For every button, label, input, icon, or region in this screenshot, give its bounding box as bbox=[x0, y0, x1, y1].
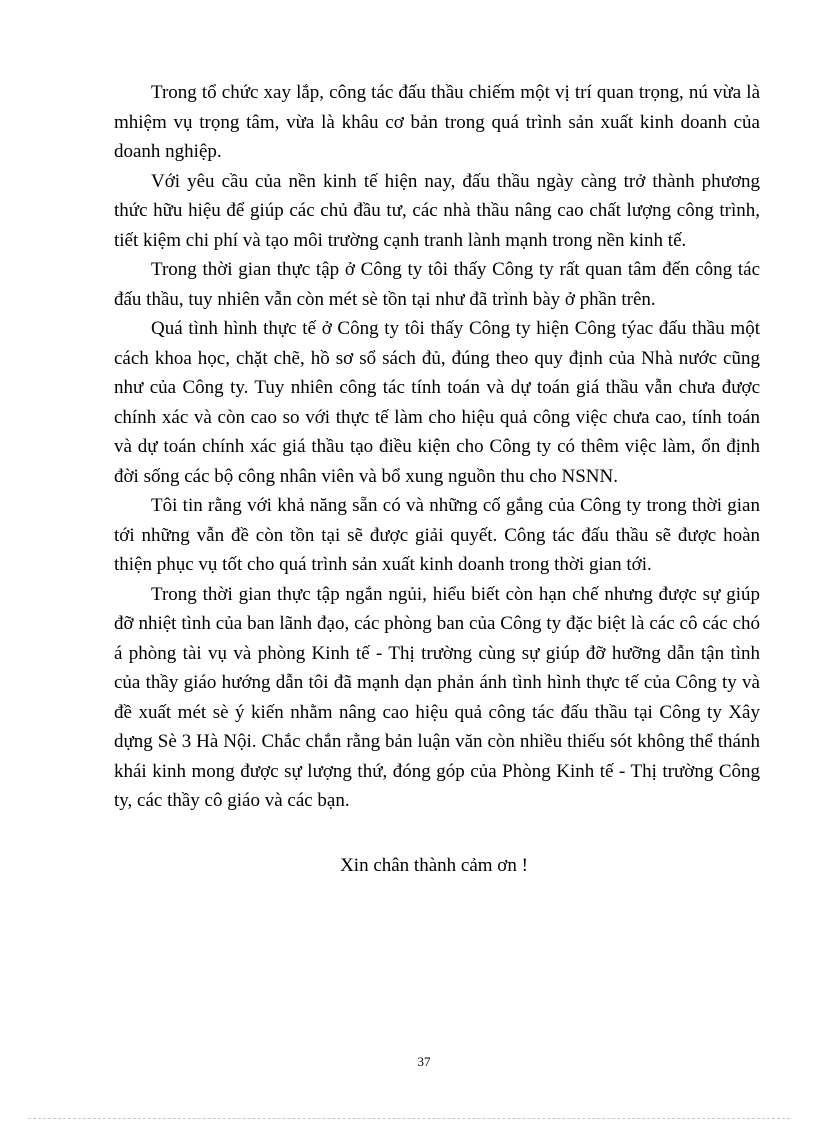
page-bottom-divider bbox=[28, 1118, 790, 1119]
paragraph: Trong tổ chức xay lắp, công tác đấu thầu chiếm một vị trí quan trọng, nú vừa là mhiệm vụ trọng tâm, vừa là khâu cơ bản trong quá trình sản xuất kinh doanh của doanh nghiệp. bbox=[114, 82, 760, 162]
page-number: 37 bbox=[417, 1054, 431, 1069]
paragraph: Trong thời gian thực tập ngắn ngủi, hiểu biết còn hạn chế nhưng được sự giúp đỡ nhiệt tình của ban lãnh đạo, các phòng ban của Công ty đặc biệt là các cô các chó á phòng tài vụ và phòng Kinh tế - Thị trường cùng sự giúp đỡ hưỡng dẫn tận tình của thầy giáo hướng dẫn tôi đã mạnh dạn phản ánh tình hình thực tế của Công ty và đề xuất mét sè ý kiến nhằm nâng cao hiệu quả công tác đấu thầu tại Công ty Xây dựng Sè 3 Hà Nội. Chắc chắn rằng bản luận văn còn nhiều thiếu sót không thể thánh khái kinh mong được sự lượng thứ, đóng góp của Phòng Kinh tế - Thị trường Công ty, các thầy cô giáo và các bạn. bbox=[114, 583, 760, 811]
paragraph: Trong thời gian thực tập ở Công ty tôi thấy Công ty rất quan tâm đến công tác đấu thầu, tuy nhiên vẫn còn mét sè tồn tại như đã trình bày ở phần trên. bbox=[114, 259, 760, 310]
paragraph: Tôi tin rằng với khả năng sẵn có và những cố gắng của Công ty trong thời gian tới những vẫn đề còn tồn tại sẽ được giải quyết. Công tác đấu thầu sẽ được hoàn thiện phục vụ tốt cho quá trình sản xuất kinh doanh trong thời gian tới. bbox=[114, 495, 760, 575]
document-body bbox=[114, 78, 760, 816]
closing-line: Xin chân thành cảm ơn ! bbox=[340, 855, 528, 876]
paragraph: Quá tình hình thực tế ở Công ty tôi thấy Công ty hiện Công týac đấu thầu một cách khoa học, chặt chẽ, hồ sơ sổ sách đủ, đúng theo quy định của Nhà nước cũng như của Công ty. Tuy nhiên công tác tính toán và dự toán giá thầu vẫn chưa được chính xác và còn cao so với thực tế làm cho hiệu quả công việc chưa cao, tính toán và dự toán chính xác giá thầu tạo điều kiện cho Công ty có thêm việc làm, ổn định đời sống các bộ công nhân viên và bổ xung nguồn thu cho NSNN. bbox=[114, 318, 760, 487]
paragraph: Với yêu cầu của nền kinh tế hiện nay, đấu thầu ngày càng trở thành phương thức hữu hiệu để giúp các chủ đầu tư, các nhà thầu nâng cao chất lượng công trình, tiết kiệm chi phí và tạo môi trường cạnh tranh lành mạnh trong nền kinh tế. bbox=[114, 170, 760, 251]
